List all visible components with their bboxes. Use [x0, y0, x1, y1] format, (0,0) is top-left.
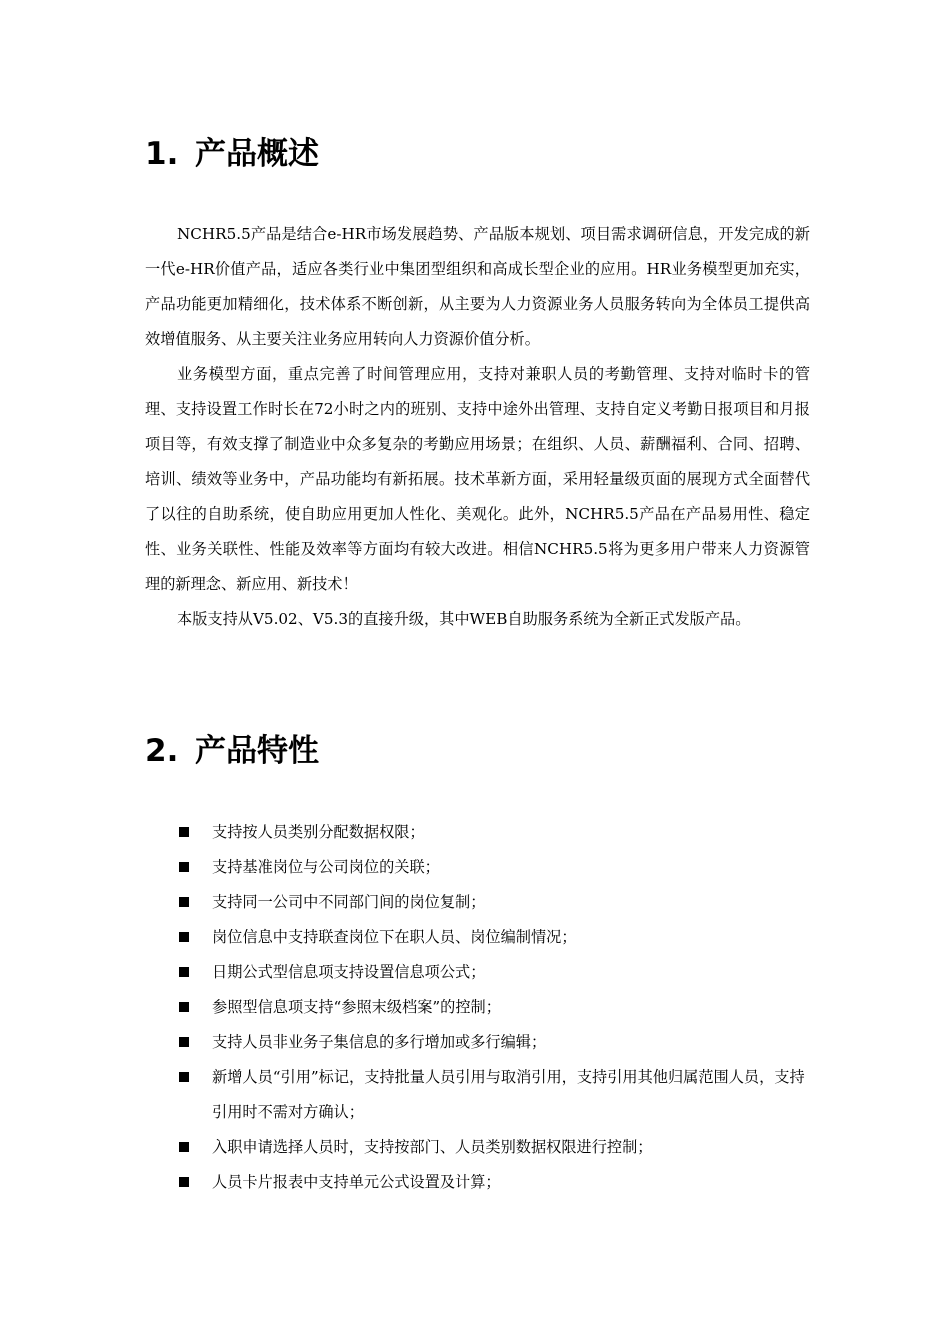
square-bullet-icon	[179, 1072, 189, 1082]
section-2-title: 产品特性	[195, 733, 319, 769]
feature-text: 新增人员“引用”标记，支持批量人员引用与取消引用，支持引用其他归属范围人员，支持引用时不需对方确认；	[212, 1068, 805, 1121]
section-1-body	[145, 217, 810, 637]
list-item	[178, 1025, 810, 1060]
feature-list	[178, 815, 810, 1200]
list-item	[178, 850, 810, 885]
feature-text: 支持人员非业务子集信息的多行增加或多行编辑；	[212, 1033, 547, 1051]
square-bullet-icon	[179, 1002, 189, 1012]
square-bullet-icon	[179, 1037, 189, 1047]
square-bullet-icon	[179, 897, 189, 907]
section-1-number: 1.	[145, 136, 179, 172]
square-bullet-icon	[179, 1142, 189, 1152]
list-item	[178, 955, 810, 990]
square-bullet-icon	[179, 1177, 189, 1187]
feature-text: 入职申请选择人员时，支持按部门、人员类别数据权限进行控制；	[212, 1138, 653, 1156]
feature-text: 日期公式型信息项支持设置信息项公式；	[212, 963, 486, 981]
feature-text: 支持同一公司中不同部门间的岗位复制；	[212, 893, 486, 911]
square-bullet-icon	[179, 932, 189, 942]
feature-text: 人员卡片报表中支持单元公式设置及计算；	[212, 1173, 501, 1191]
section-1-title: 产品概述	[195, 136, 319, 172]
feature-text: 支持按人员类别分配数据权限；	[212, 823, 425, 841]
square-bullet-icon	[179, 827, 189, 837]
list-item	[178, 815, 810, 850]
square-bullet-icon	[179, 967, 189, 977]
list-item	[178, 990, 810, 1025]
list-item	[178, 885, 810, 920]
section-2-number: 2.	[145, 733, 179, 769]
overview-paragraph-2: 业务模型方面，重点完善了时间管理应用，支持对兼职人员的考勤管理、支持对临时卡的管理、支持设置工作时长在72小时之内的班别、支持中途外出管理、支持自定义考勤日报项目和月报项目等，有效支撑了制造业中众多复杂的考勤应用场景；在组织、人员、薪酬福利、合同、招聘、培训、绩效等业务中，产品功能均有新拓展。技术革新方面，采用轻量级页面的展现方式全面替代了以往的自助系统，使自助应用更加人性化、美观化。此外，NCHR5.5产品在产品易用性、稳定性、业务关联性、性能及效率等方面均有较大改进。相信NCHR5.5将为更多用户带来人力资源管理的新理念、新应用、新技术！	[145, 365, 810, 593]
feature-text: 参照型信息项支持“参照末级档案”的控制；	[212, 998, 501, 1016]
section-1-heading	[145, 134, 319, 174]
overview-paragraph-3: 本版支持从V5.02、V5.3的直接升级，其中WEB自助服务系统为全新正式发版产品。	[177, 610, 751, 628]
list-item	[178, 1130, 810, 1165]
feature-text: 支持基准岗位与公司岗位的关联；	[212, 858, 440, 876]
list-item	[178, 920, 810, 955]
list-item	[178, 1060, 810, 1130]
square-bullet-icon	[179, 862, 189, 872]
feature-text: 岗位信息中支持联查岗位下在职人员、岗位编制情况；	[212, 928, 577, 946]
section-2-heading	[145, 731, 319, 771]
list-item	[178, 1165, 810, 1200]
overview-paragraph-1: NCHR5.5产品是结合e-HR市场发展趋势、产品版本规划、项目需求调研信息，开发完成的新一代e-HR价值产品，适应各类行业中集团型组织和高成长型企业的应用。HR业务模型更加充实，产品功能更加精细化，技术体系不断创新，从主要为人力资源业务人员服务转向为全体员工提供高效增值服务、从主要关注业务应用转向人力资源价值分析。	[145, 225, 810, 348]
